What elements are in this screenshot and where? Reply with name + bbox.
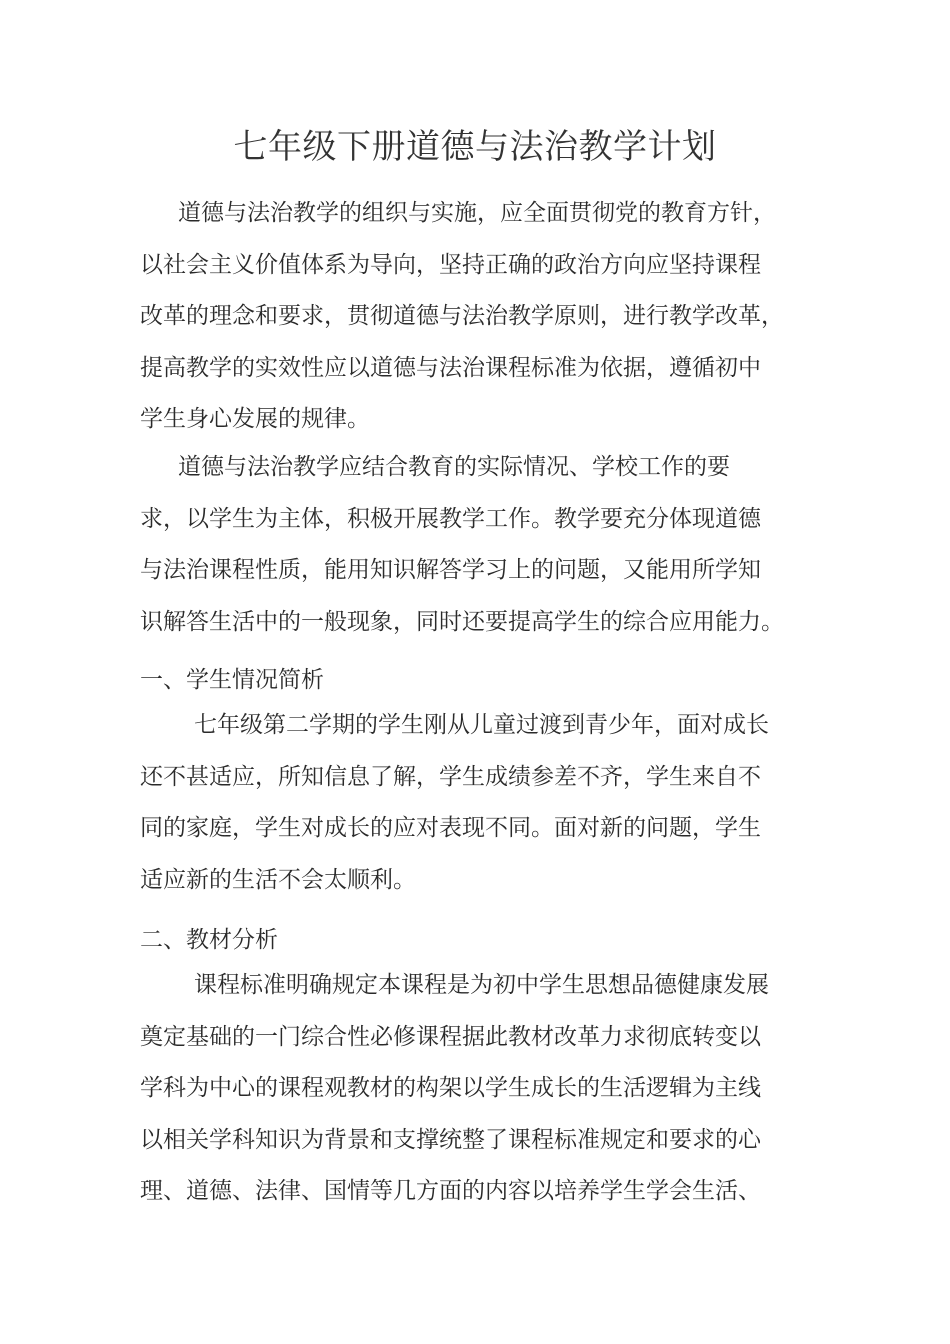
- section-heading-textbook-analysis: 二、教材分析: [140, 927, 278, 953]
- paragraph-line: 改革的理念和要求，贯彻道德与法治教学原则，进行教学改革，: [140, 303, 784, 329]
- intro-paragraph-2: [140, 442, 820, 648]
- paragraph-line: 求，以学生为主体，积极开展教学工作。教学要充分体现道德: [140, 505, 761, 532]
- paragraph-line: 以社会主义价值体系为导向，坚持正确的政治方向应坚持课程: [140, 251, 761, 278]
- intro-paragraph-1: [140, 188, 820, 446]
- paragraph-line: 提高教学的实效性应以道德与法治课程标准为依据，遵循初中: [140, 354, 761, 381]
- paragraph-line: 奠定基础的一门综合性必修课程据此教材改革力求彻底转变以: [140, 1023, 761, 1050]
- paragraph-line: 道德与法治教学应结合教育的实际情况、学校工作的要: [178, 454, 730, 480]
- section-heading-student-analysis: 一、学生情况简析: [140, 667, 324, 693]
- section-paragraph-textbook-analysis: [140, 960, 820, 1218]
- paragraph-line: 理、道德、法律、国情等几方面的内容以培养学生学会生活、: [140, 1178, 761, 1204]
- paragraph-line: 同的家庭，学生对成长的应对表现不同。面对新的问题，学生: [140, 815, 761, 841]
- paragraph-line: 学生身心发展的规律。: [140, 406, 370, 432]
- paragraph-line: 与法治课程性质，能用知识解答学习上的问题，又能用所学知: [140, 557, 761, 583]
- document-title: 七年级下册道德与法治教学计划: [233, 127, 717, 167]
- paragraph-line: 识解答生活中的一般现象，同时还要提高学生的综合应用能力。: [140, 608, 784, 635]
- paragraph-line: 以相关学科知识为背景和支撑统整了课程标准规定和要求的心: [140, 1126, 761, 1153]
- paragraph-line: 课程标准明确规定本课程是为初中学生思想品德健康发展: [194, 972, 769, 998]
- paragraph-line: 学科为中心的课程观教材的构架以学生成长的生活逻辑为主线: [140, 1075, 761, 1101]
- paragraph-line: 还不甚适应，所知信息了解，学生成绩参差不齐，学生来自不: [140, 763, 761, 790]
- paragraph-line: 七年级第二学期的学生刚从儿童过渡到青少年，面对成长: [194, 712, 769, 738]
- section-paragraph-student-analysis: [140, 700, 820, 906]
- paragraph-line: 适应新的生活不会太顺利。: [140, 866, 416, 893]
- paragraph-line: 道德与法治教学的组织与实施，应全面贯彻党的教育方针，: [178, 200, 776, 226]
